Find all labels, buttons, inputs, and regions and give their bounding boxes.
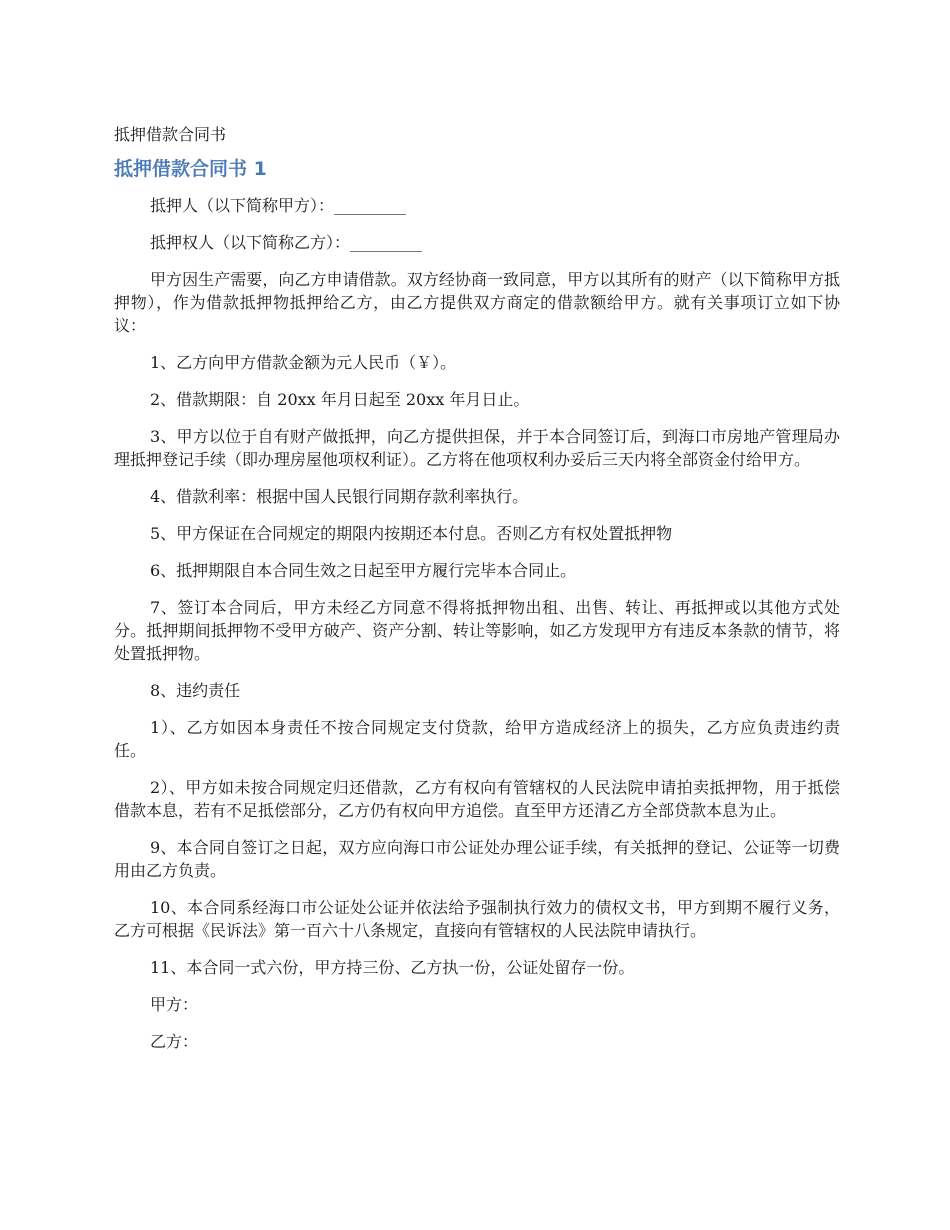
clause-1: 1、乙方向甲方借款金额为元人民币（￥）。	[150, 353, 457, 372]
section-heading: 抵押借款合同书 1	[114, 158, 267, 180]
party-b-line: 抵押权人（以下简称乙方）：_________	[150, 233, 423, 252]
clause-8-item-1: 1）、乙方如因本身责任不按合同规定支付贷款，给甲方造成经济上的损失，乙方应负责违约责任。	[114, 718, 840, 760]
clause-9: 9、本合同自签订之日起，双方应向海口市公证处办理公证手续，有关抵押的登记、公证等一切费用由乙方负责。	[114, 838, 840, 880]
clause-6: 6、抵押期限自本合同生效之日起至甲方履行完毕本合同止。	[150, 561, 577, 580]
clause-3: 3、甲方以位于自有财产做抵押，向乙方提供担保，并于本合同签订后，到海口市房地产管理局办理抵押登记手续（即办理房屋他项权利证）。乙方将在他项权利办妥后三天内将全部资金付给甲方。	[114, 427, 840, 469]
clause-2: 2、借款期限：自 20xx 年月日起至 20xx 年月日止。	[150, 390, 530, 409]
preamble-paragraph: 甲方因生产需要，向乙方申请借款。双方经协商一致同意，甲方以其所有的财产（以下简称甲方抵押物），作为借款抵押物抵押给乙方，由乙方提供双方商定的借款额给甲方。就有关事项订立如下协议：	[114, 270, 840, 335]
clause-5: 5、甲方保证在合同规定的期限内按期还本付息。否则乙方有权处置抵押物	[150, 524, 673, 543]
signature-party-b: 乙方：	[150, 1032, 199, 1051]
clause-8-item-2: 2）、甲方如未按合同规定归还借款，乙方有权向有管辖权的人民法院申请拍卖抵押物，用于抵偿借款本息，若有不足抵偿部分，乙方仍有权向甲方追偿。直至甲方还清乙方全部贷款本息为止。	[114, 778, 840, 820]
clause-10: 10、本合同系经海口市公证处公证并依法给予强制执行效力的债权文书，甲方到期不履行义务，乙方可根据《民诉法》第一百六十八条规定，直接向有管辖权的人民法院申请执行。	[114, 898, 840, 940]
party-a-line: 抵押人（以下简称甲方）：_________	[150, 196, 407, 215]
signature-party-a: 甲方：	[150, 995, 199, 1014]
clause-8: 8、违约责任	[150, 681, 241, 700]
document-page	[114, 122, 840, 1067]
clause-11: 11、本合同一式六份，甲方持三份、乙方执一份，公证处留存一份。	[150, 958, 635, 977]
clause-4: 4、借款利率：根据中国人民银行同期存款利率执行。	[150, 487, 529, 506]
clause-7: 7、签订本合同后，甲方未经乙方同意不得将抵押物出租、出售、转让、再抵押或以其他方式处分。抵押期间抵押物不受甲方破产、资产分割、转让等影响，如乙方发现甲方有违反本条款的情节，将处置抵押物。	[114, 598, 840, 663]
document-title: 抵押借款合同书	[114, 125, 227, 144]
